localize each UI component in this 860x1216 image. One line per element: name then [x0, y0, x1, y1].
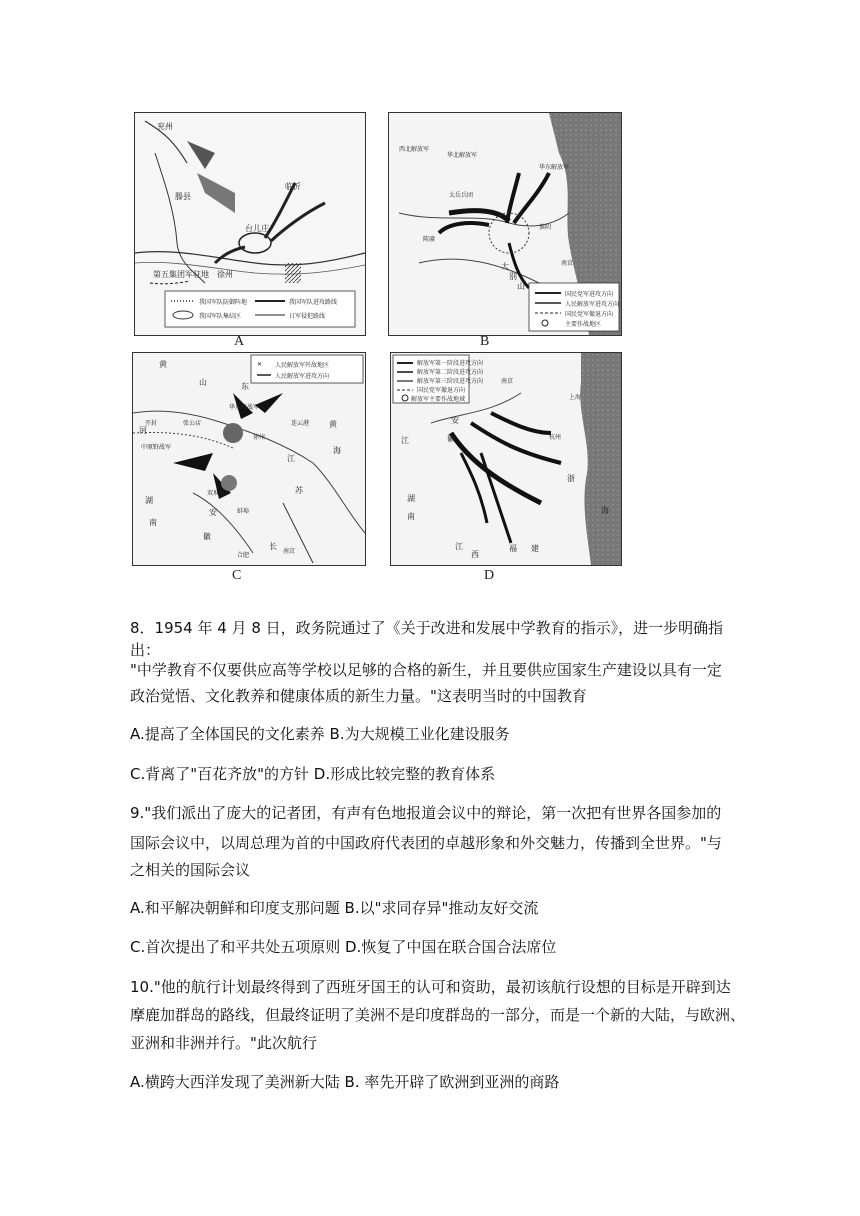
map-c-label-shan: 山: [199, 378, 207, 387]
map-b-legend-2: 人民解放军进攻方向: [565, 301, 620, 308]
map-c-label-huadong-army: 华东野战军: [229, 404, 260, 411]
q9-line-2: 国际会议中，以周总理为首的中国政府代表团的卓越形象和外交魅力，传播到全世界。"与: [130, 834, 722, 852]
map-b-label-bie: 别: [509, 272, 517, 281]
map-a-legend-4: 日军侵犯路线: [289, 313, 326, 320]
map-d-legend-1: 解放军第一阶段进攻方向: [417, 360, 484, 367]
map-b-drawing: [389, 113, 621, 335]
q8-line-3: 政治觉悟、文化教养和健康体质的新生力量。"这表明当时的中国教育: [130, 687, 587, 705]
q8-line-1: 8．1954 年 4 月 8 日，政务院通过了《关于改进和发展中学教育的指示》，进一步明确指出：: [130, 619, 724, 659]
caption-b: B: [480, 334, 490, 349]
map-panel-c: [132, 352, 366, 566]
map-a-legend-3: 我国军队进攻路线: [289, 299, 338, 306]
map-b-legend-4: 主要作战地区: [565, 321, 602, 328]
map-c-label-an: 安: [209, 508, 217, 517]
map-c-label-hu: 湖: [145, 496, 153, 505]
map-c-label-chang: 长: [269, 542, 277, 551]
map-d-label-jiang: 江: [455, 542, 463, 551]
map-d-label-fu: 福: [509, 544, 517, 553]
map-d-label-hangzhou: 杭州: [549, 434, 562, 441]
map-a-label-linyi: 临沂: [285, 182, 301, 191]
map-c-label-huanghai-2: 海: [333, 446, 341, 455]
map-b-label-nanjing: 南京: [561, 260, 574, 267]
caption-c: C: [232, 568, 242, 583]
map-c-legend-1: 人民解放军歼敌地区: [275, 362, 330, 369]
map-c-label-su: 苏: [295, 486, 303, 495]
map-b-legend-1: 国民党军进攻方向: [565, 291, 614, 298]
map-c-label-hui: 徽: [203, 532, 211, 541]
map-b-label-taiyue: 太岳兵团: [449, 192, 474, 199]
map-b-label-n-army: 华北解放军: [447, 152, 478, 159]
map-a-label-yanzhou: 兖州: [157, 122, 173, 131]
map-c-legend-x: ✕: [257, 361, 263, 368]
map-c-label-hefei: 合肥: [237, 552, 250, 559]
q9-line-1: 9."我们派出了庞大的记者团，有声有色地报道会议中的辩论，第一次把有世界各国参加的: [130, 804, 722, 822]
map-c-legend-2: 人民解放军进攻方向: [275, 373, 330, 380]
q8-line-2: "中学教育不仅要供应高等学校以足够的合格的新生，并且要供应国家生产建设以具有一定: [130, 661, 722, 679]
q8-options-cd: C.背离了"百花齐放"的方针 D.形成比较完整的教育体系: [130, 765, 496, 783]
map-a-label-taierzhuang: 台儿庄: [245, 224, 269, 233]
q10-line-3: 亚洲和非洲并行。"此次航行: [130, 1034, 317, 1052]
map-c-drawing: [133, 353, 365, 565]
map-b-label-da: 大: [501, 262, 509, 271]
map-a-legend-2: 我国军队集结区: [199, 313, 242, 320]
map-d-legend-3: 解放军第三阶段进攻方向: [417, 378, 484, 385]
map-c-label-nanjing: 南京: [283, 548, 296, 555]
caption-a: A: [234, 334, 245, 349]
map-c-label-he: 河: [139, 426, 147, 435]
map-c-label-nan: 南: [149, 518, 157, 527]
historical-maps-figure: [128, 108, 624, 594]
map-b-label-e-army: 华东解放军: [539, 164, 570, 171]
map-c-label-zhanggongdian: 张公店: [183, 420, 202, 427]
map-d-label-jiang-left: 江: [401, 436, 409, 445]
map-c-label-bengbu: 蚌埠: [237, 508, 250, 515]
map-c-label-jiang: 江: [287, 454, 295, 463]
map-d-label-hu: 湖: [407, 494, 415, 503]
map-d-label-nan: 南: [407, 512, 415, 521]
map-d-label-shanghai: 上海: [569, 394, 582, 401]
map-b-label-shan: 山: [517, 282, 525, 291]
map-d-label-hai: 海: [601, 506, 609, 515]
map-d-legend-5: 解放军主要作战地域: [411, 396, 466, 403]
map-d-label-xi: 西: [471, 550, 479, 559]
map-c-label-shuangduiji: 双堆集: [207, 490, 226, 497]
map-panel-b: [388, 112, 622, 336]
map-c-label-dong: 东: [241, 382, 249, 391]
map-d-label-zhe: 浙: [567, 474, 575, 483]
map-d-label-nanjing: 南京: [501, 378, 514, 385]
q8-options-ab: A.提高了全体国民的文化素养 B.为大规模工业化建设服务: [130, 725, 510, 743]
map-c-label-kaifeng: 开封: [145, 420, 158, 427]
map-c-label-zhongyuan-army: 中原野战军: [141, 444, 172, 451]
map-c-label-huang: 黄: [159, 360, 167, 369]
map-d-legend-2: 解放军第二阶段进攻方向: [417, 369, 484, 376]
map-a-legend-1: 我国军队防御阵地: [199, 299, 248, 306]
q9-line-3: 之相关的国际会议: [130, 861, 251, 879]
map-c-label-huanghai-1: 黄: [329, 420, 337, 429]
map-a-label-fifth-army: 第五集团军驻地: [153, 270, 209, 279]
map-d-legend-4: 国民党军撤退方向: [417, 387, 466, 394]
map-b-label-nw-army: 西北解放军: [399, 146, 430, 153]
map-panel-d: [390, 352, 622, 566]
map-b-legend-3: 国民党军撤退方向: [565, 311, 614, 318]
map-c-label-xuzhou: 徐州: [253, 434, 266, 441]
q9-options-cd: C.首次提出了和平共处五项原则 D.恢复了中国在联合国合法席位: [130, 938, 557, 956]
q10-options-ab: A.横跨大西洋发现了美洲新大陆 B. 率先开辟了欧洲到亚洲的商路: [130, 1073, 560, 1091]
map-a-label-xuzhou: 徐州: [217, 270, 233, 279]
map-a-label-tengxian: 滕县: [175, 192, 191, 201]
map-a-drawing: [135, 113, 365, 335]
map-b-label-huaiyin: 淮阴: [539, 224, 552, 231]
caption-d: D: [484, 568, 495, 583]
map-d-label-hui: 徽: [447, 434, 455, 443]
map-d-label-an: 安: [451, 416, 459, 425]
map-d-drawing: [391, 353, 621, 565]
q10-line-2: 摩鹿加群岛的路线，但最终证明了美洲不是印度群岛的一部分，而是一个新的大陆，与欧洲、: [130, 1006, 746, 1024]
map-panel-a: [134, 112, 366, 336]
q9-options-ab: A.和平解决朝鲜和印度支那问题 B.以"求同存异"推动友好交流: [130, 899, 539, 917]
q10-line-1: 10."他的航行计划最终得到了西班牙国王的认可和资助，最初该航行设想的目标是开辟到达: [130, 978, 731, 996]
map-c-label-lianyungang: 连云港: [291, 420, 310, 427]
map-b-label-chengeng: 陈赓: [423, 236, 436, 243]
map-d-label-jian: 建: [531, 544, 539, 553]
